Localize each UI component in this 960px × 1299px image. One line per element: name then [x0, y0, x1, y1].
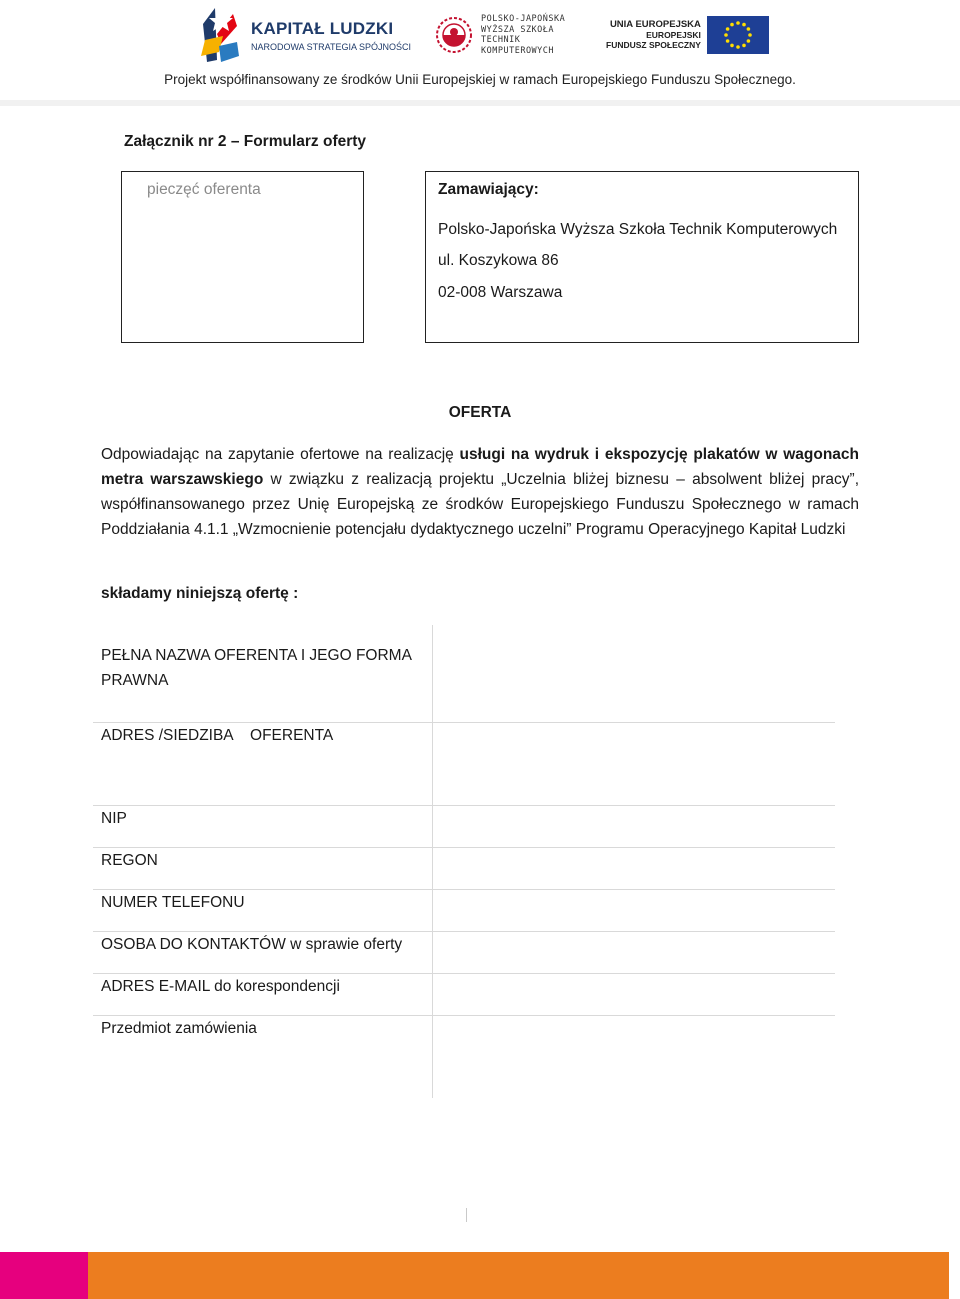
project-cofinancing-note: Projekt współfinansowany ze środków Unii Europejskiej w ramach Europejskiego Funduszu Społecznego.: [164, 72, 796, 87]
eu-fund-label-1: EUROPEJSKI: [646, 30, 701, 40]
field-label-full-name: PEŁNA NAZWA OFERENTA I JEGO FORMA PRAWNA: [101, 647, 412, 689]
pjwstk-name: POLSKO-JAPOŃSKA WYŻSZA SZKOŁA TECHNIK KOMPUTEROWYCH: [481, 14, 566, 56]
field-label-subject: Przedmiot zamówienia: [101, 1020, 257, 1037]
paragraph-rest: w związku z realizacją projektu „Uczelnia bliżej biznesu – absolwent bliżej pracy”, współfinansowanego przez Unię Europejską ze środków Europejskiego Funduszu Społecznego w ramach Poddziałania 4.1.1 „Wzmocnienie potencjału dydaktycznego uczelni” Programu Operacyjnego Kapitał Ludzki: [101, 471, 859, 538]
header-divider: [0, 100, 960, 106]
client-name: Polsko-Japońska Wyższa Szkoła Technik Komputerowych: [438, 221, 838, 238]
field-label-phone: NUMER TELEFONU: [101, 894, 245, 911]
kapital-ludzki-logo: [197, 4, 411, 66]
form-row-divider: [93, 847, 835, 848]
field-label-regon: REGON: [101, 852, 158, 869]
field-label-email: ADRES E-MAIL do korespondencji: [101, 978, 340, 995]
page-marker: [466, 1208, 467, 1222]
client-city: 02-008 Warszawa: [438, 284, 563, 301]
eu-fund-label-2: FUNDUSZ SPOŁECZNY: [606, 40, 701, 50]
paragraph-subject: usługi na wydruk i ekspozycję plakatów w wagonach metra warszawskiego: [101, 446, 860, 488]
offer-paragraph: [101, 442, 859, 542]
stamp-box: [121, 171, 364, 343]
pjwstk-seal-icon: [435, 16, 473, 54]
kapital-ludzki-title: KAPITAŁ LUDZKI: [251, 18, 394, 38]
offer-heading: OFERTA: [448, 404, 512, 421]
field-label-contact-person: OSOBA DO KONTAKTÓW w sprawie oferty: [101, 936, 403, 953]
eu-logo: [606, 16, 769, 54]
offer-statement: składamy niniejszą ofertę :: [101, 585, 299, 602]
field-label-address: ADRES /SIEDZIBA OFERENTA: [101, 727, 334, 744]
eu-union-label: UNIA EUROPEJSKA: [609, 19, 701, 30]
form-row-divider: [93, 805, 835, 806]
paragraph-intro: Odpowiadając na zapytanie ofertowe na realizację: [101, 446, 460, 463]
kapital-ludzki-subtitle: NARODOWA STRATEGIA SPÓJNOŚCI: [251, 41, 412, 52]
eu-flag-icon: [707, 16, 769, 54]
footer-orange-band: [88, 1252, 949, 1299]
form-column-divider: [432, 625, 433, 1098]
client-box: [425, 171, 859, 343]
stamp-label: pieczęć oferenta: [147, 181, 261, 198]
client-heading: Zamawiający:: [438, 181, 539, 198]
footer-pink-band: [0, 1252, 88, 1299]
pjwstk-logo: [435, 14, 565, 56]
field-label-nip: NIP: [101, 810, 127, 827]
page-title: Załącznik nr 2 – Formularz oferty: [124, 133, 367, 150]
kapital-ludzki-star-icon: [197, 4, 241, 66]
client-street: ul. Koszykowa 86: [438, 252, 559, 269]
